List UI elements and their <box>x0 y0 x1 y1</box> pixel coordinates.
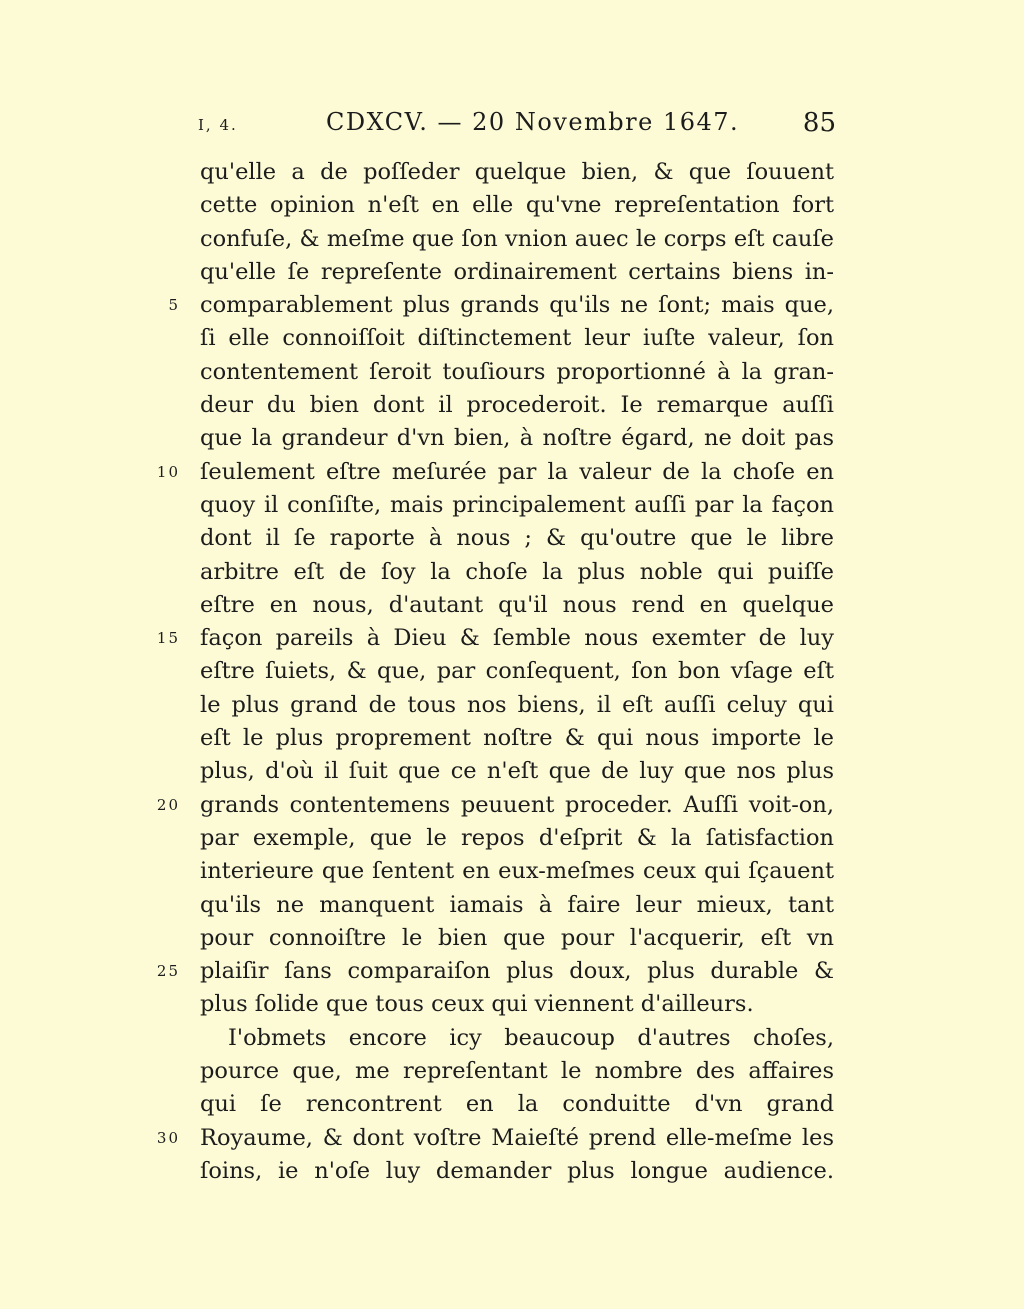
line-text: façon pareils à Dieu & ſemble nous exemter de luy <box>200 625 834 652</box>
volume-reference: I, 4. <box>198 116 238 134</box>
line-text: pour connoiſtre le bien que pour l'acquerir, eſt vn <box>200 924 834 951</box>
line-text: qu'elle ſe repreſente ordinairement certains biens in- <box>200 258 834 285</box>
text-line <box>0 655 1024 688</box>
line-text: que la grandeur d'vn bien, à noſtre égard, ne doit pas <box>200 425 834 452</box>
text-line <box>0 289 1024 322</box>
text-line <box>0 722 1024 755</box>
text-line <box>0 489 1024 522</box>
text-line <box>0 356 1024 389</box>
line-text: le plus grand de tous nos biens, il eſt auſſi celuy qui <box>200 691 834 718</box>
line-text: par exemple, que le repos d'eſprit & la ſatisfaction <box>200 824 834 851</box>
text-line <box>0 189 1024 222</box>
text-line <box>0 1022 1024 1055</box>
letter-text <box>0 156 1024 1188</box>
text-line <box>0 589 1024 622</box>
line-number: 30 <box>156 1128 180 1147</box>
text-line <box>0 322 1024 355</box>
line-number: 25 <box>156 962 180 981</box>
line-text: deur du bien dont il procederoit. Ie remarque auſſi <box>200 392 834 419</box>
text-line <box>0 223 1024 256</box>
line-text: dont il ſe raporte à nous ; & qu'outre que le libre <box>200 525 834 552</box>
text-line <box>0 1122 1024 1155</box>
text-line <box>0 689 1024 722</box>
line-number: 20 <box>156 795 180 814</box>
line-text: interieure que ſentent en eux-meſmes ceux qui ſçauent <box>200 858 834 885</box>
line-number: 5 <box>168 296 180 315</box>
line-text: qu'elle a de poſſeder quelque bien, & que ſouuent <box>200 159 834 185</box>
text-line <box>0 855 1024 888</box>
line-text: contentement ſeroit touſiours proportionné à la gran- <box>200 358 834 385</box>
line-text: quoy il conſiſte, mais principalement auſſi par la façon <box>200 491 834 518</box>
text-line <box>0 522 1024 555</box>
letter-title: CDXCV. — 20 Novembre 1647. <box>326 108 740 136</box>
line-text: qui ſe rencontrent en la conduitte d'vn grand <box>200 1091 834 1118</box>
text-line <box>0 789 1024 822</box>
line-text: ſeulement eſtre meſurée par la valeur de la choſe en <box>200 458 834 485</box>
line-number: 15 <box>156 629 180 648</box>
line-text: comparablement plus grands qu'ils ne ſont; mais que, <box>200 292 834 319</box>
line-text: pource que, me repreſentant le nombre des affaires <box>200 1058 834 1085</box>
text-line <box>0 755 1024 788</box>
text-line <box>0 389 1024 422</box>
running-header <box>198 106 838 146</box>
line-text: eſtre en nous, d'autant qu'il nous rend en quelque <box>200 591 834 618</box>
line-text: I'obmets encore icy beaucoup d'autres choſes, <box>228 1024 834 1051</box>
line-text: Royaume, & dont voſtre Maieſté prend elle-meſme les <box>200 1124 834 1151</box>
text-line <box>0 1155 1024 1188</box>
text-line <box>0 1088 1024 1121</box>
line-text: plus ſolide que tous ceux qui viennent d'ailleurs. <box>200 991 754 1018</box>
text-line <box>0 556 1024 589</box>
line-text: confuſe, & meſme que ſon vnion auec le corps eſt cauſe <box>200 225 834 252</box>
text-line <box>0 889 1024 922</box>
text-line <box>0 456 1024 489</box>
text-line <box>0 955 1024 988</box>
page-number: 85 <box>802 108 836 138</box>
line-text: plaiſir ſans comparaiſon plus doux, plus durable & <box>200 958 834 985</box>
line-text: eſtre ſuiets, & que, par conſequent, ſon bon vſage eſt <box>200 658 834 685</box>
text-line <box>0 256 1024 289</box>
line-text: ſoins, ie n'oſe luy demander plus longue audience. <box>200 1157 834 1184</box>
text-line <box>0 422 1024 455</box>
line-text: grands contentemens peuuent proceder. Auſſi voit-on, <box>200 791 834 818</box>
text-line <box>0 1055 1024 1088</box>
line-number: 10 <box>156 462 180 481</box>
text-line <box>0 988 1024 1021</box>
line-text: qu'ils ne manquent iamais à faire leur mieux, tant <box>200 891 834 918</box>
text-line <box>0 156 1024 189</box>
line-text: eſt le plus proprement noſtre & qui nous importe le <box>200 725 834 752</box>
line-text: plus, d'où il ſuit que ce n'eſt que de luy que nos plus <box>200 758 834 785</box>
line-text: arbitre eſt de ſoy la choſe la plus noble qui puiſſe <box>200 558 834 585</box>
line-text: ſi elle connoiſſoit diſtinctement leur iuſte valeur, ſon <box>200 325 834 352</box>
text-line <box>0 622 1024 655</box>
text-line <box>0 922 1024 955</box>
text-line <box>0 822 1024 855</box>
line-text: cette opinion n'eſt en elle qu'vne repreſentation fort <box>200 192 834 219</box>
